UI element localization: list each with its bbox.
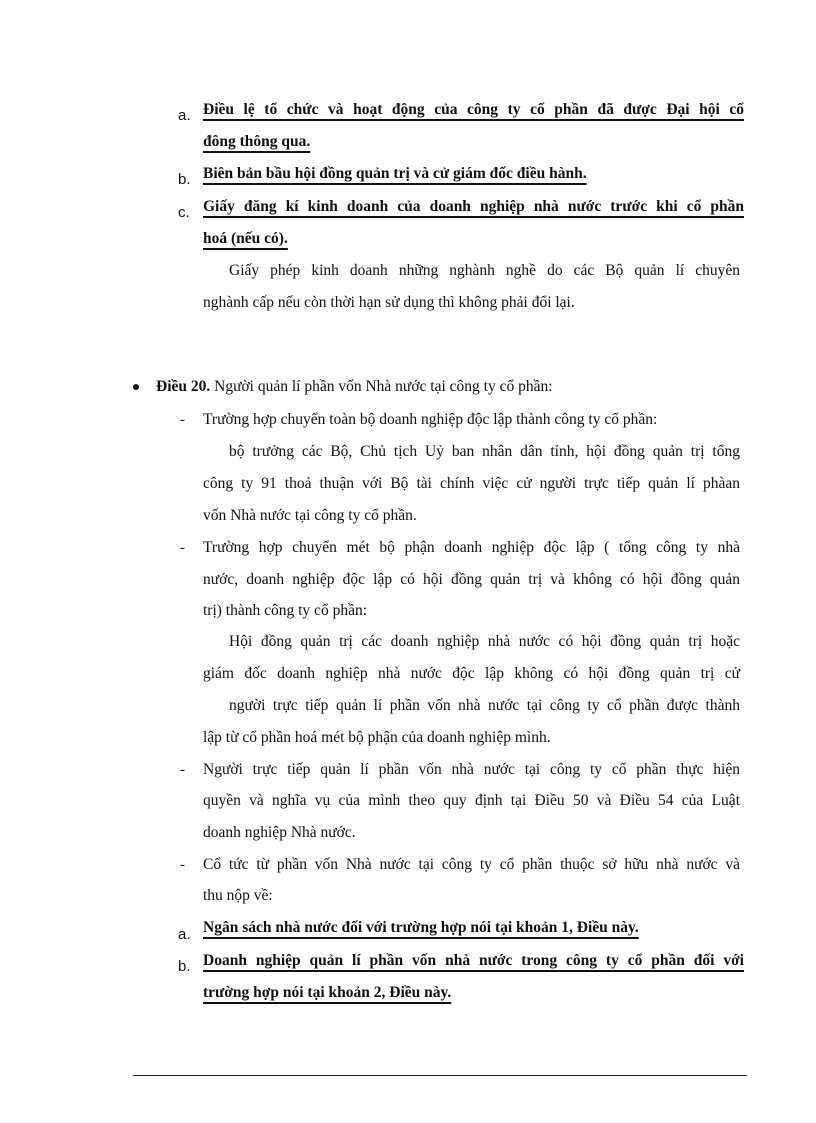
dash-icon: -: [180, 540, 185, 556]
list-item-text: Ngân sách nhà nước đối với trường hợp nói tại khoản 1, Điều này.: [203, 919, 639, 936]
paragraph-line: doanh nghiệp Nhà nước.: [203, 824, 356, 841]
list-item-text: hoá (nếu có).: [203, 230, 288, 247]
paragraph-line: Cổ tức từ phần vốn Nhà nước tại công ty cổ phần thuộc sở hữu nhà nước và: [203, 856, 740, 873]
paragraph-line: vốn Nhà nước tại công ty cổ phần.: [203, 507, 417, 524]
list-item-text: Giấy đăng kí kinh doanh của doanh nghiệp nhà nước trước khi cổ phần: [203, 198, 744, 215]
list-item-text: Doanh nghiệp quản lí phần vốn nhà nước trong công ty cổ phần đối với: [203, 952, 744, 969]
paragraph-line: nước, doanh nghiệp độc lập có hội đồng quản trị và không có hội đồng quản: [203, 571, 740, 588]
list-marker: b.: [178, 958, 191, 975]
paragraph-line: quyền và nghĩa vụ của mình theo quy định tại Điều 50 và Điều 54 của Luật: [203, 792, 740, 809]
paragraph-line: giám đốc doanh nghiệp nhà nước độc lập không có hội đồng quản trị cử: [203, 665, 740, 682]
bullet-icon: [133, 384, 139, 390]
article-title: Người quản lí phần vốn Nhà nước tại công ty cổ phần:: [214, 378, 553, 395]
paragraph-line: người trực tiếp quản lí phần vốn nhà nước tại công ty cổ phần được thành: [229, 697, 740, 714]
paragraph-line: Hội đồng quản trị các doanh nghiệp nhà nước có hội đồng quản trị hoặc: [229, 633, 740, 650]
paragraph-line: bộ trưởng các Bộ, Chủ tịch Uỷ ban nhân dân tỉnh, hội đồng quản trị tổng: [229, 443, 740, 460]
list-item-text: Biên bản bầu hội đồng quản trị và cử giám đốc điều hành.: [203, 165, 587, 182]
list-item-text: đông thông qua.: [203, 133, 311, 150]
dash-icon: -: [180, 762, 185, 778]
paragraph-line: Trường hợp chuyển mét bộ phận doanh nghiệp độc lập ( tổng công ty nhà: [203, 539, 740, 556]
paragraph-line: thu nộp về:: [203, 887, 273, 904]
dash-icon: -: [180, 412, 185, 428]
footer-divider: [133, 1075, 747, 1076]
list-marker: a.: [178, 107, 191, 124]
article-heading: [156, 377, 553, 397]
list-marker: a.: [178, 926, 191, 943]
dash-icon: -: [180, 857, 185, 873]
list-item-text: Điều lệ tổ chức và hoạt động của công ty cổ phần đã được Đại hội cổ: [203, 101, 744, 118]
list-marker: c.: [178, 204, 190, 221]
paragraph-line: lập từ cổ phần hoá mét bộ phận của doanh nghiệp mình.: [203, 729, 551, 746]
paragraph-line: công ty 91 thoả thuận với Bộ tài chính việc cử người trực tiếp quản lí phàan: [203, 475, 740, 492]
paragraph-line: Người trực tiếp quản lí phần vốn nhà nước tại công ty cổ phần thực hiện: [203, 761, 740, 778]
list-marker: b.: [178, 171, 191, 188]
paragraph-line: trị) thành công ty cổ phần:: [203, 602, 367, 619]
paragraph-line: Giấy phép kinh doanh những nghành nghề do các Bộ quản lí chuyên: [229, 262, 740, 279]
article-number: Điều 20.: [156, 378, 211, 395]
list-item-text: trường hợp nói tại khoản 2, Điều này.: [203, 984, 452, 1001]
paragraph-line: Trường hợp chuyển toàn bộ doanh nghiệp độc lập thành công ty cổ phần:: [203, 411, 658, 428]
paragraph-line: nghành cấp nếu còn thời hạn sử dụng thì không phải đổi lại.: [203, 294, 575, 311]
